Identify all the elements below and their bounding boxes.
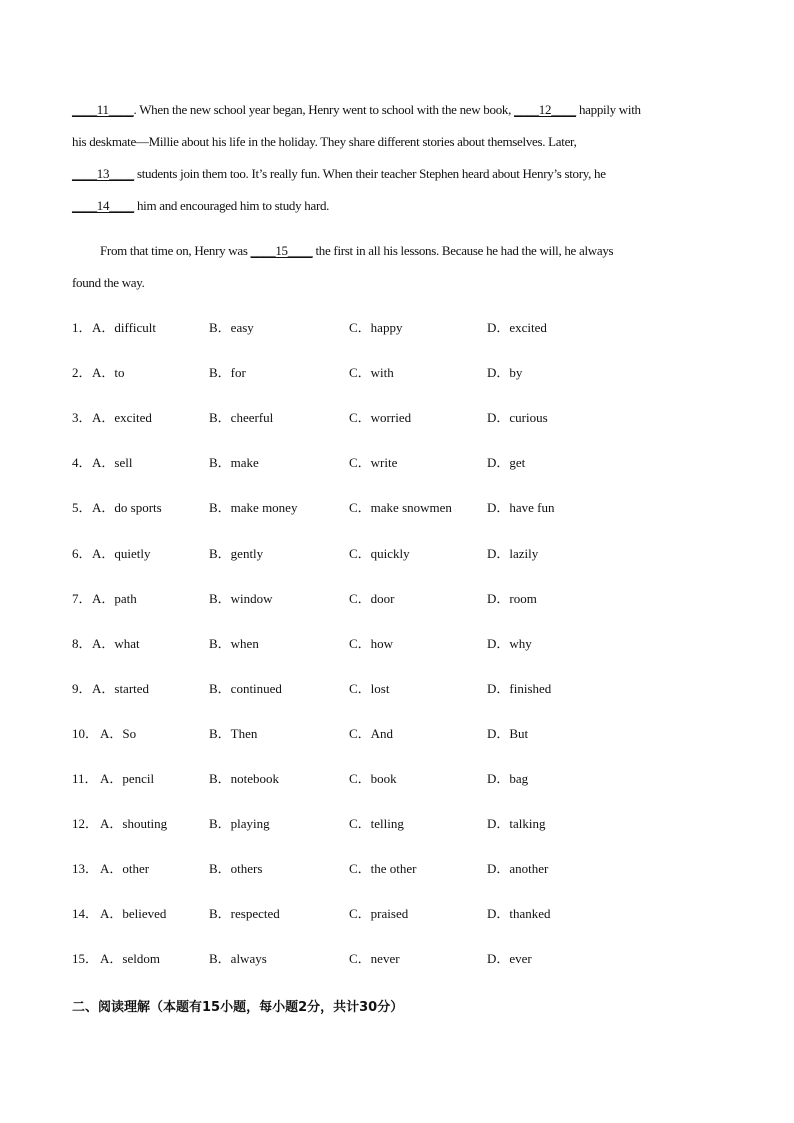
question-number: 8． [72, 635, 92, 651]
option-c: C．And [349, 725, 394, 741]
option-d: D．why [487, 635, 532, 651]
passage-line-2 [72, 133, 722, 151]
passage-line-4 [72, 197, 722, 215]
option-d: D．But [487, 725, 529, 741]
passage-text: his deskmate—Millie about his life in the holiday. They share different stories about themselves. Later, [72, 134, 577, 149]
passage-text: happily with [576, 102, 641, 117]
option-c: C．worried [349, 410, 412, 426]
option-b: B．easy [209, 320, 254, 335]
blank-11: ____11____ [72, 102, 134, 117]
passage-line-5 [100, 242, 700, 260]
question-number: 12． [72, 816, 99, 832]
question-number: 1． [72, 320, 92, 335]
option-a: A．what [92, 635, 140, 651]
option-a: A．shouting [100, 816, 168, 832]
option-c: C．never [349, 951, 400, 967]
option-c: C．how [349, 635, 394, 651]
question-row [72, 589, 722, 609]
option-a: A．do sports [92, 500, 162, 516]
option-a: A．other [100, 861, 150, 877]
option-b: B．notebook [209, 771, 280, 786]
option-a: A．difficult [92, 320, 157, 335]
option-b: B．make [209, 455, 259, 471]
option-d: D．curious [487, 410, 548, 426]
option-c: C．make snowmen [349, 500, 452, 516]
question-row [72, 949, 722, 969]
passage-text: him and encouraged him to study hard. [134, 198, 330, 213]
option-c: C．lost [349, 680, 390, 696]
question-number: 11． [72, 771, 98, 786]
question-row [72, 363, 722, 383]
option-c: C．door [349, 590, 395, 606]
question-row [72, 318, 722, 338]
option-b: B．playing [209, 816, 270, 832]
option-c: C．praised [349, 906, 409, 922]
question-row [72, 453, 722, 473]
option-d: D．ever [487, 951, 532, 967]
option-a: A．So [100, 725, 137, 741]
option-b: B．continued [209, 680, 282, 696]
option-a: A．to [92, 365, 125, 381]
option-a: A．excited [92, 410, 152, 426]
option-d: D．thanked [487, 906, 551, 922]
question-row [72, 859, 722, 879]
option-d: D．another [487, 861, 549, 877]
question-number: 14． [72, 906, 99, 922]
question-row [72, 814, 722, 834]
passage-text: students join them too. It’s really fun. When their teacher Stephen heard about Henry’s story, he [134, 166, 606, 181]
option-a: A．believed [100, 906, 167, 922]
option-d: D．lazily [487, 545, 539, 561]
option-a: A．sell [92, 455, 133, 471]
question-row [72, 904, 722, 924]
option-b: B．others [209, 861, 263, 877]
option-d: D．have fun [487, 500, 555, 516]
passage-line-3 [72, 165, 722, 183]
option-c: C．quickly [349, 545, 410, 561]
passage-text: From that time on, Henry was [100, 243, 251, 258]
option-a: A．seldom [100, 951, 160, 967]
question-number: 5． [72, 500, 92, 516]
option-c: C．with [349, 365, 394, 381]
question-number: 9． [72, 680, 92, 696]
question-row [72, 679, 722, 699]
option-d: D．by [487, 365, 523, 381]
question-number: 4． [72, 455, 92, 471]
option-d: D．get [487, 455, 526, 471]
option-b: B．respected [209, 906, 280, 922]
question-row [72, 498, 722, 518]
blank-15: ____15____ [250, 243, 313, 258]
option-b: B．gently [209, 545, 264, 561]
option-d: D．bag [487, 771, 529, 786]
question-number: 6． [72, 545, 92, 561]
option-b: B．make money [209, 500, 298, 516]
option-d: D．finished [487, 680, 552, 696]
blank-14: ____14____ [72, 198, 135, 213]
option-a: A．started [92, 680, 150, 696]
option-d: D．room [487, 590, 537, 606]
option-c: C．book [349, 771, 397, 786]
question-number: 3． [72, 410, 92, 426]
option-b: B．cheerful [209, 410, 274, 426]
option-b: B．window [209, 590, 273, 606]
option-d: D．excited [487, 320, 547, 335]
option-d: D．talking [487, 816, 546, 832]
option-c: C．the other [349, 861, 417, 877]
question-number: 7． [72, 590, 92, 606]
passage-line-6 [72, 274, 722, 292]
blank-13: ____13____ [72, 166, 135, 181]
section-heading-reading: 二、阅读理解（本题有15小题，每小题2分，共计30分） [72, 1000, 404, 1015]
option-c: C．happy [349, 320, 403, 335]
question-row [72, 408, 722, 428]
question-number: 15． [72, 951, 99, 967]
option-a: A．path [92, 590, 137, 606]
passage-text: . When the new school year began, Henry went to school with the new book, [133, 102, 514, 117]
option-c: C．telling [349, 816, 404, 832]
question-row [72, 634, 722, 654]
question-number: 2． [72, 365, 92, 381]
passage-text: found the way. [72, 275, 145, 290]
question-row [72, 724, 722, 744]
option-b: B．when [209, 635, 259, 651]
question-number: 13． [72, 861, 99, 877]
question-row [72, 769, 722, 789]
option-b: B．Then [209, 725, 258, 741]
passage-line-1 [72, 101, 722, 119]
option-a: A．quietly [92, 545, 151, 561]
option-c: C．write [349, 455, 398, 471]
question-row [72, 544, 722, 564]
passage-text: the first in all his lessons. Because he had the will, he always [312, 243, 614, 258]
blank-12: ____12____ [514, 102, 577, 117]
option-b: B．for [209, 365, 246, 381]
question-number: 10． [72, 725, 99, 741]
option-a: A．pencil [100, 771, 155, 786]
option-b: B．always [209, 951, 267, 967]
